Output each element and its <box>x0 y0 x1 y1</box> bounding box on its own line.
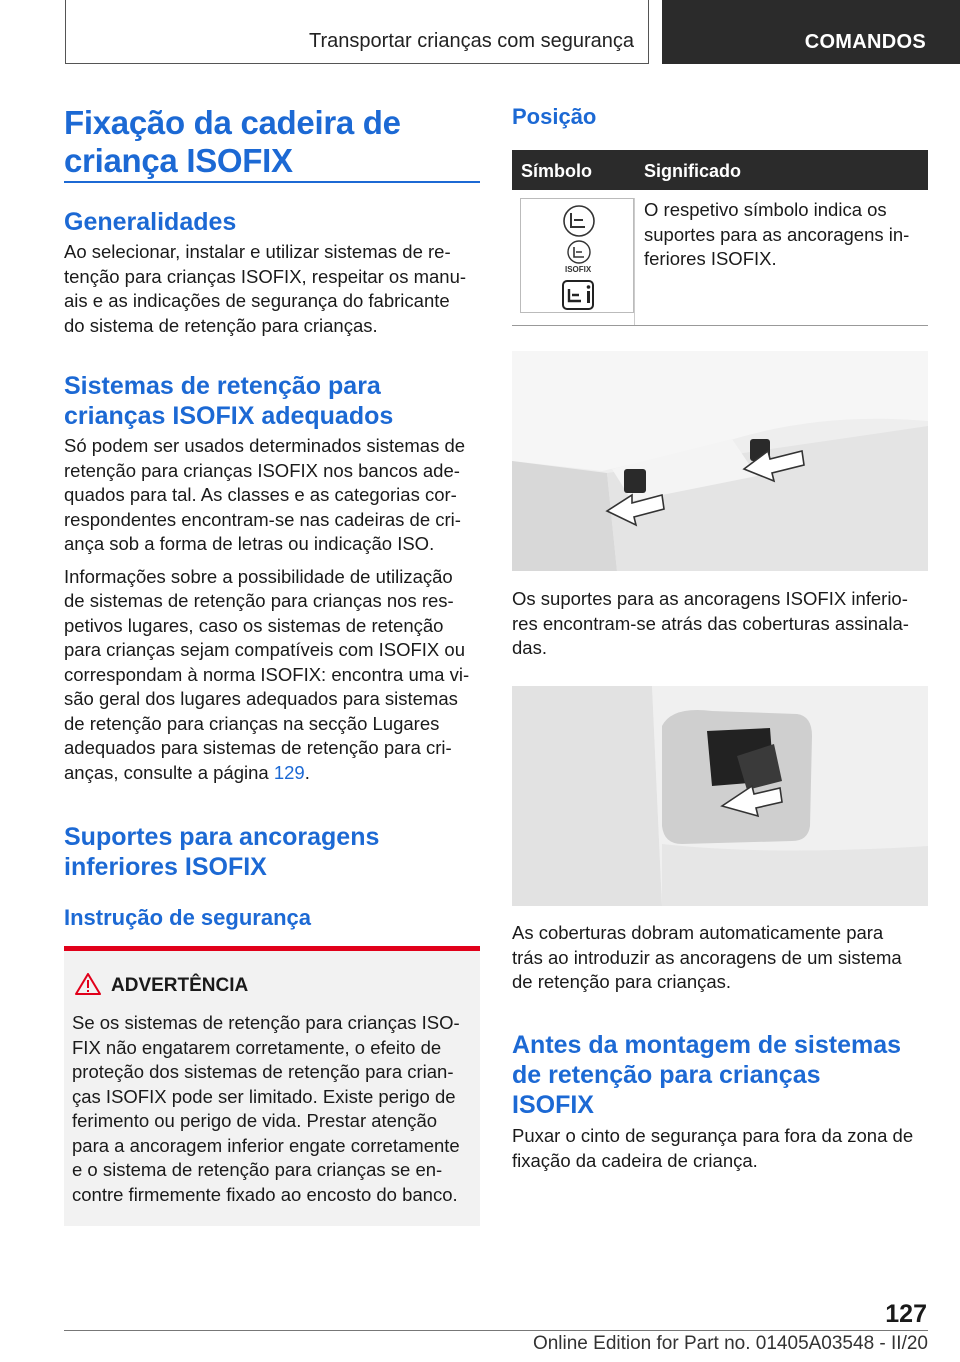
header-section-box <box>65 0 649 64</box>
text-line: Informações sobre a possibilidade de utilização <box>64 565 453 587</box>
page-title-line-2: criança ISOFIX <box>64 142 293 179</box>
warning-title: ADVERTÊNCIA <box>111 975 249 996</box>
warning-triangle-icon <box>75 973 101 995</box>
heading-sistemas-line-2: crianças ISOFIX adequados <box>64 402 394 430</box>
text-line: retenção para crianças ISOFIX nos bancos ade- <box>64 459 460 481</box>
text-line: são geral dos lugares adequados para sistemas <box>64 688 458 709</box>
table-col-significado: Significado <box>644 161 742 181</box>
text-line: suportes para as ancoragens in- <box>644 223 910 245</box>
heading-posicao: Posição <box>512 104 597 129</box>
section-sistemas <box>64 371 480 785</box>
text-line: As coberturas dobram automaticamente para <box>512 922 884 943</box>
table-cell-meaning <box>644 198 928 272</box>
heading-instrucao: Instrução de segurança <box>64 905 311 930</box>
text-line: Ao selecionar, instalar e utilizar sistemas de re- <box>64 241 451 262</box>
text-line: res encontram-se atrás das coberturas assinala- <box>512 612 909 634</box>
text-line: tenção para crianças ISOFIX, respeitar os manu- <box>64 265 467 287</box>
heading-suportes-line-2: inferiores ISOFIX <box>64 853 267 881</box>
caption-2 <box>512 921 928 995</box>
heading-sistemas-line-1: Sistemas de retenção para <box>64 372 381 400</box>
text-line: Se os sistemas de retenção para crianças ISO- <box>72 1012 460 1033</box>
heading-antes-line-2: de retenção para crianças <box>512 1061 821 1089</box>
section-suportes <box>64 822 480 931</box>
text-line: quados para tal. As classes e as categorias cor- <box>64 484 457 505</box>
text-line: petivos lugares, caso os sistemas de retenção <box>64 614 444 636</box>
isofix-symbols <box>520 198 634 313</box>
text-line: correspondam à norma ISOFIX: encontra uma vi- <box>64 663 470 685</box>
chapter-tab[interactable] <box>662 0 960 64</box>
text-line: Só podem ser usados determinados sistemas de <box>64 435 466 456</box>
text-line: contre firmemente fixado ao encosto do banco. <box>72 1183 458 1205</box>
text-line: do sistema de retenção para crianças. <box>64 314 378 336</box>
page-number: 127 <box>885 1300 927 1328</box>
footer-rule <box>64 1330 928 1331</box>
chapter-tab-label: COMANDOS <box>804 31 926 53</box>
text-line: ferimento ou perigo de vida. Prestar atenção <box>72 1110 438 1131</box>
title-rule <box>64 181 480 183</box>
text-line: e o sistema de retenção para crianças se en- <box>72 1159 443 1180</box>
text-line: FIX não engatarem corretamente, o efeito de <box>72 1036 442 1058</box>
cover-detail-photo <box>512 686 928 906</box>
child-seat-icon <box>521 199 633 312</box>
heading-antes-line-1: Antes da montagem de sistemas <box>512 1031 902 1059</box>
caption-1 <box>512 587 928 661</box>
text-line: O respetivo símbolo indica os <box>644 199 887 220</box>
rear-seat-illustration <box>512 351 928 571</box>
text-fragment: . <box>304 761 310 783</box>
text-line: para crianças sejam compatíveis com ISOFIX ou <box>64 639 465 660</box>
text-line: ças ISOFIX pode ser limitado. Existe perigo de <box>72 1085 456 1107</box>
text-line: ais e as indicações de segurança do fabricante <box>64 290 450 311</box>
section-antes <box>512 1030 928 1173</box>
text-line: Puxar o cinto de segurança para fora da zona de <box>512 1125 914 1146</box>
text-line: trás ao introduzir as ancoragens de um sistema <box>512 946 902 968</box>
section-generalidades <box>64 207 480 338</box>
text-line-with-link <box>64 761 480 786</box>
text-line: ança sob a forma de letras ou indicação ISO. <box>64 533 435 554</box>
anchor-cover-illustration <box>512 686 928 906</box>
table-divider <box>634 198 635 325</box>
table-bottom-rule <box>512 325 928 326</box>
footer-edition: Online Edition for Part no. 01405A03548 - II/20 <box>532 1333 928 1354</box>
text-line: Os suportes para as ancoragens ISOFIX inferio- <box>512 588 908 609</box>
text-line: de retenção para crianças. <box>512 971 732 992</box>
text-line: de retenção para crianças na secção Lugares <box>64 712 440 734</box>
text-line: proteção dos sistemas de retenção para crian- <box>72 1061 454 1082</box>
page-link[interactable]: 129 <box>273 761 305 783</box>
heading-suportes-line-1: Suportes para ancoragens <box>64 823 380 851</box>
table-header <box>512 150 928 190</box>
text-line: de sistemas de retenção para crianças nos res- <box>64 590 454 611</box>
text-line: para a ancoragem inferior engate corretamente <box>72 1134 460 1156</box>
text-line: fixação da cadeira de criança. <box>512 1149 758 1171</box>
warning-box <box>64 946 480 1226</box>
text-line: das. <box>512 637 547 658</box>
heading-generalidades: Generalidades <box>64 208 237 236</box>
warning-text <box>72 1011 472 1207</box>
seat-anchor-photo <box>512 351 928 571</box>
page-title-line-1: Fixação da cadeira de <box>64 104 401 141</box>
section-title: Transportar crianças com segurança <box>309 30 634 52</box>
section-posicao <box>512 104 928 130</box>
page-title <box>64 104 480 180</box>
heading-antes-line-3: ISOFIX <box>512 1091 594 1119</box>
text-line: feriores ISOFIX. <box>644 248 777 269</box>
text-fragment: anças, consulte a página <box>64 761 274 783</box>
table-col-simbolo: Símbolo <box>521 161 592 181</box>
text-line: respondentes encontram-se nas cadeiras de cri- <box>64 508 461 530</box>
text-line: adequados para sistemas de retenção para cri- <box>64 737 452 758</box>
isofix-symbol-label: ISOFIX <box>565 265 592 274</box>
